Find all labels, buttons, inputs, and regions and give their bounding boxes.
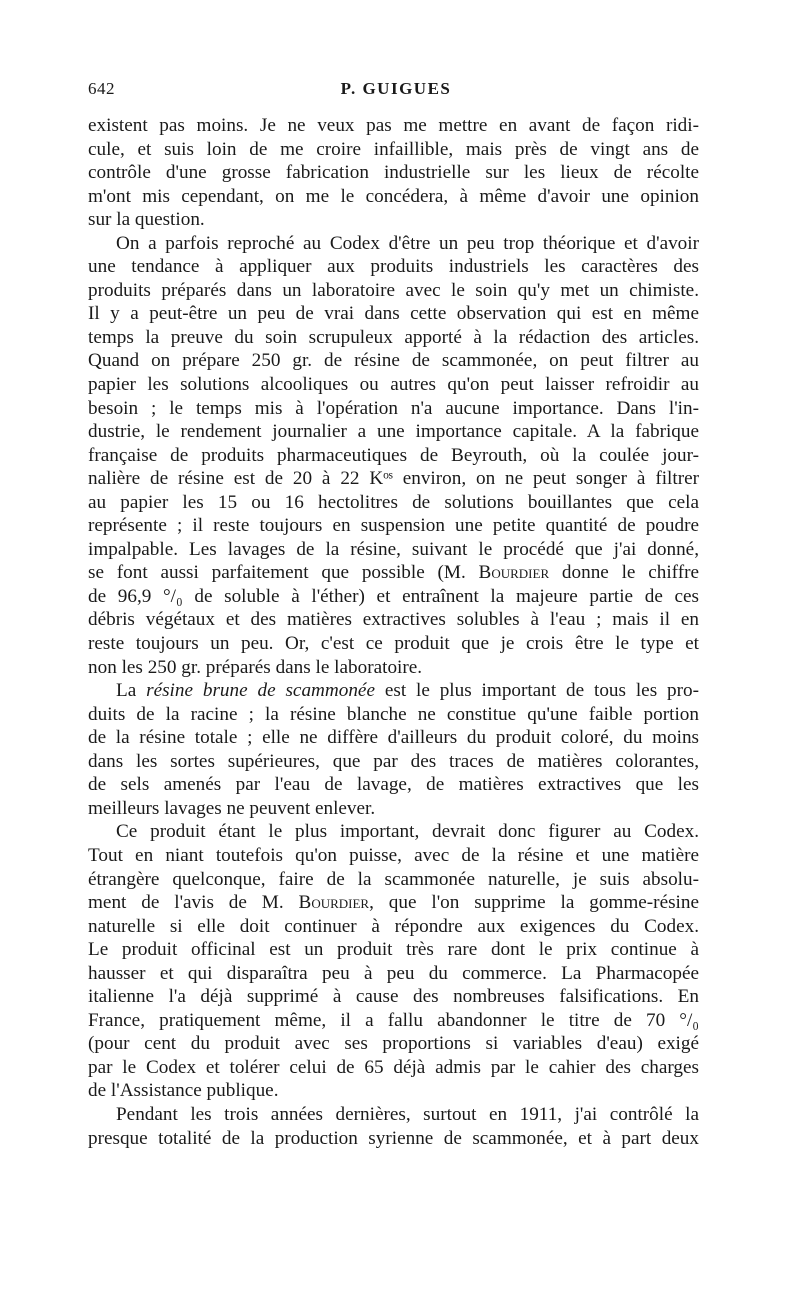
text-line: (pour cent du produit avec ses proportions si variables d'eau) exigé xyxy=(88,1033,699,1055)
text-line: cule, et suis loin de me croire infaillible, mais près de vingt ans de xyxy=(88,138,699,160)
text-line: une tendance à appliquer aux produits industriels les caractères des xyxy=(88,256,699,278)
text-line: débris végétaux et des matières extractives solubles à l'eau ; mais il en xyxy=(88,609,699,631)
italic-phrase: résine brune de scammonée xyxy=(146,680,375,702)
text-line: sur la question. xyxy=(88,209,205,231)
text-line: Quand on prépare 250 gr. de résine de scammonée, on peut filtrer au xyxy=(88,350,699,372)
text-line: existent pas moins. Je ne veux pas me mettre en avant de façon ridi- xyxy=(88,115,699,136)
text-line: ment de l'avis de M. Bourdier, que l'on supprime la gomme-résine xyxy=(88,892,699,914)
paragraph xyxy=(88,114,699,232)
text-line: Tout en niant toutefois qu'on puisse, avec de la résine et une matière xyxy=(88,844,699,866)
text-line: étrangère quelconque, faire de la scammonée naturelle, je suis absolu- xyxy=(88,868,699,890)
text-line: se font aussi parfaitement que possible (M. Bourdier donne le chiffre xyxy=(88,562,699,584)
text-line: Ce produit étant le plus important, devrait donc figurer au Codex. xyxy=(116,821,699,843)
text-line: impalpable. Les lavages de la résine, suivant le procédé que j'ai donné, xyxy=(88,538,699,560)
text-line: Il y a peut-être un peu de vrai dans cette observation qui est en même xyxy=(88,303,699,325)
text-line: de 96,9 °/₀ de soluble à l'éther) et entraînent la majeure partie de ces xyxy=(88,585,699,607)
paragraph xyxy=(88,232,699,679)
text-line: hausser et qui disparaîtra peu à peu du commerce. La Pharmacopée xyxy=(88,962,699,984)
text-line: presque totalité de la production syrienne de scammonée, et à part deux xyxy=(88,1127,699,1149)
text-line: papier les solutions alcooliques ou autres qu'on peut laisser refroidir au xyxy=(88,374,699,396)
text-line: France, pratiquement même, il a fallu abandonner le titre de 70 °/₀ xyxy=(88,1009,699,1031)
text-line: Le produit officinal est un produit très rare dont le prix continue à xyxy=(88,939,699,961)
text-line: dustrie, le rendement journalier a une importance capitale. A la fabrique xyxy=(88,421,699,443)
text-line: Pendant les trois années dernières, surtout en 1911, j'ai contrôlé la xyxy=(116,1103,699,1125)
author-name: Bourdier xyxy=(478,562,550,584)
text-line: temps la preuve du soin scrupuleux apporté à la rédaction des articles. xyxy=(88,326,699,348)
text-line: produits préparés dans un laboratoire avec le soin qu'y met un chimiste. xyxy=(88,279,699,301)
paragraph xyxy=(88,820,699,1103)
paragraph xyxy=(88,1103,699,1150)
author-name: Bourdier xyxy=(298,892,370,914)
text-line: au papier les 15 ou 16 hectolitres de solutions bouillantes que cela xyxy=(88,491,699,513)
text-line: italienne l'a déjà supprimé à cause des nombreuses falsifications. En xyxy=(88,986,699,1008)
text-line: non les 250 gr. préparés dans le laboratoire. xyxy=(88,656,423,678)
body-text xyxy=(88,114,699,1150)
text-line: contrôle d'une grosse fabrication industrielle sur les lieux de récolte xyxy=(88,162,699,184)
text-line: duits de la racine ; la résine blanche ne constitue qu'une faible portion xyxy=(88,703,699,725)
paragraph xyxy=(88,679,699,820)
text-line: reste toujours un peu. Or, c'est ce produit que je crois être le type et xyxy=(88,633,699,655)
text-line: naturelle si elle doit continuer à répondre aux exigences du Codex. xyxy=(88,915,699,937)
page-header xyxy=(88,79,704,103)
text-line: On a parfois reproché au Codex d'être un peu trop théorique et d'avoir xyxy=(116,232,699,254)
text-line: de la résine totale ; elle ne diffère d'ailleurs du produit coloré, du moins xyxy=(88,727,699,749)
text-line: de l'Assistance publique. xyxy=(88,1080,279,1102)
text-line: française de produits pharmaceutiques de Beyrouth, où la coulée jour- xyxy=(88,444,699,466)
text-line: La résine brune de scammonée est le plus important de tous les pro- xyxy=(116,680,699,702)
text-line: meilleurs lavages ne peuvent enlever. xyxy=(88,797,376,819)
text-line: de sels amenés par l'eau de lavage, de matières extractives que les xyxy=(88,774,699,796)
text-line: nalière de résine est de 20 à 22 Kᵒˢ environ, on ne peut songer à filtrer xyxy=(88,468,699,490)
running-head: P. GUIGUES xyxy=(340,79,452,98)
text-line: représente ; il reste toujours en suspension une petite quantité de poudre xyxy=(88,515,699,537)
page-number: 642 xyxy=(88,79,115,98)
text-line: par le Codex et tolérer celui de 65 déjà admis par le cahier des charges xyxy=(88,1056,699,1078)
text-line: m'ont mis cependant, on me le concédera, à même d'avoir une opinion xyxy=(88,185,699,207)
text-line: dans les sortes supérieures, que par des traces de matières colorantes, xyxy=(88,750,699,772)
text-line: besoin ; le temps mis à l'opération n'a aucune importance. Dans l'in- xyxy=(88,397,699,419)
